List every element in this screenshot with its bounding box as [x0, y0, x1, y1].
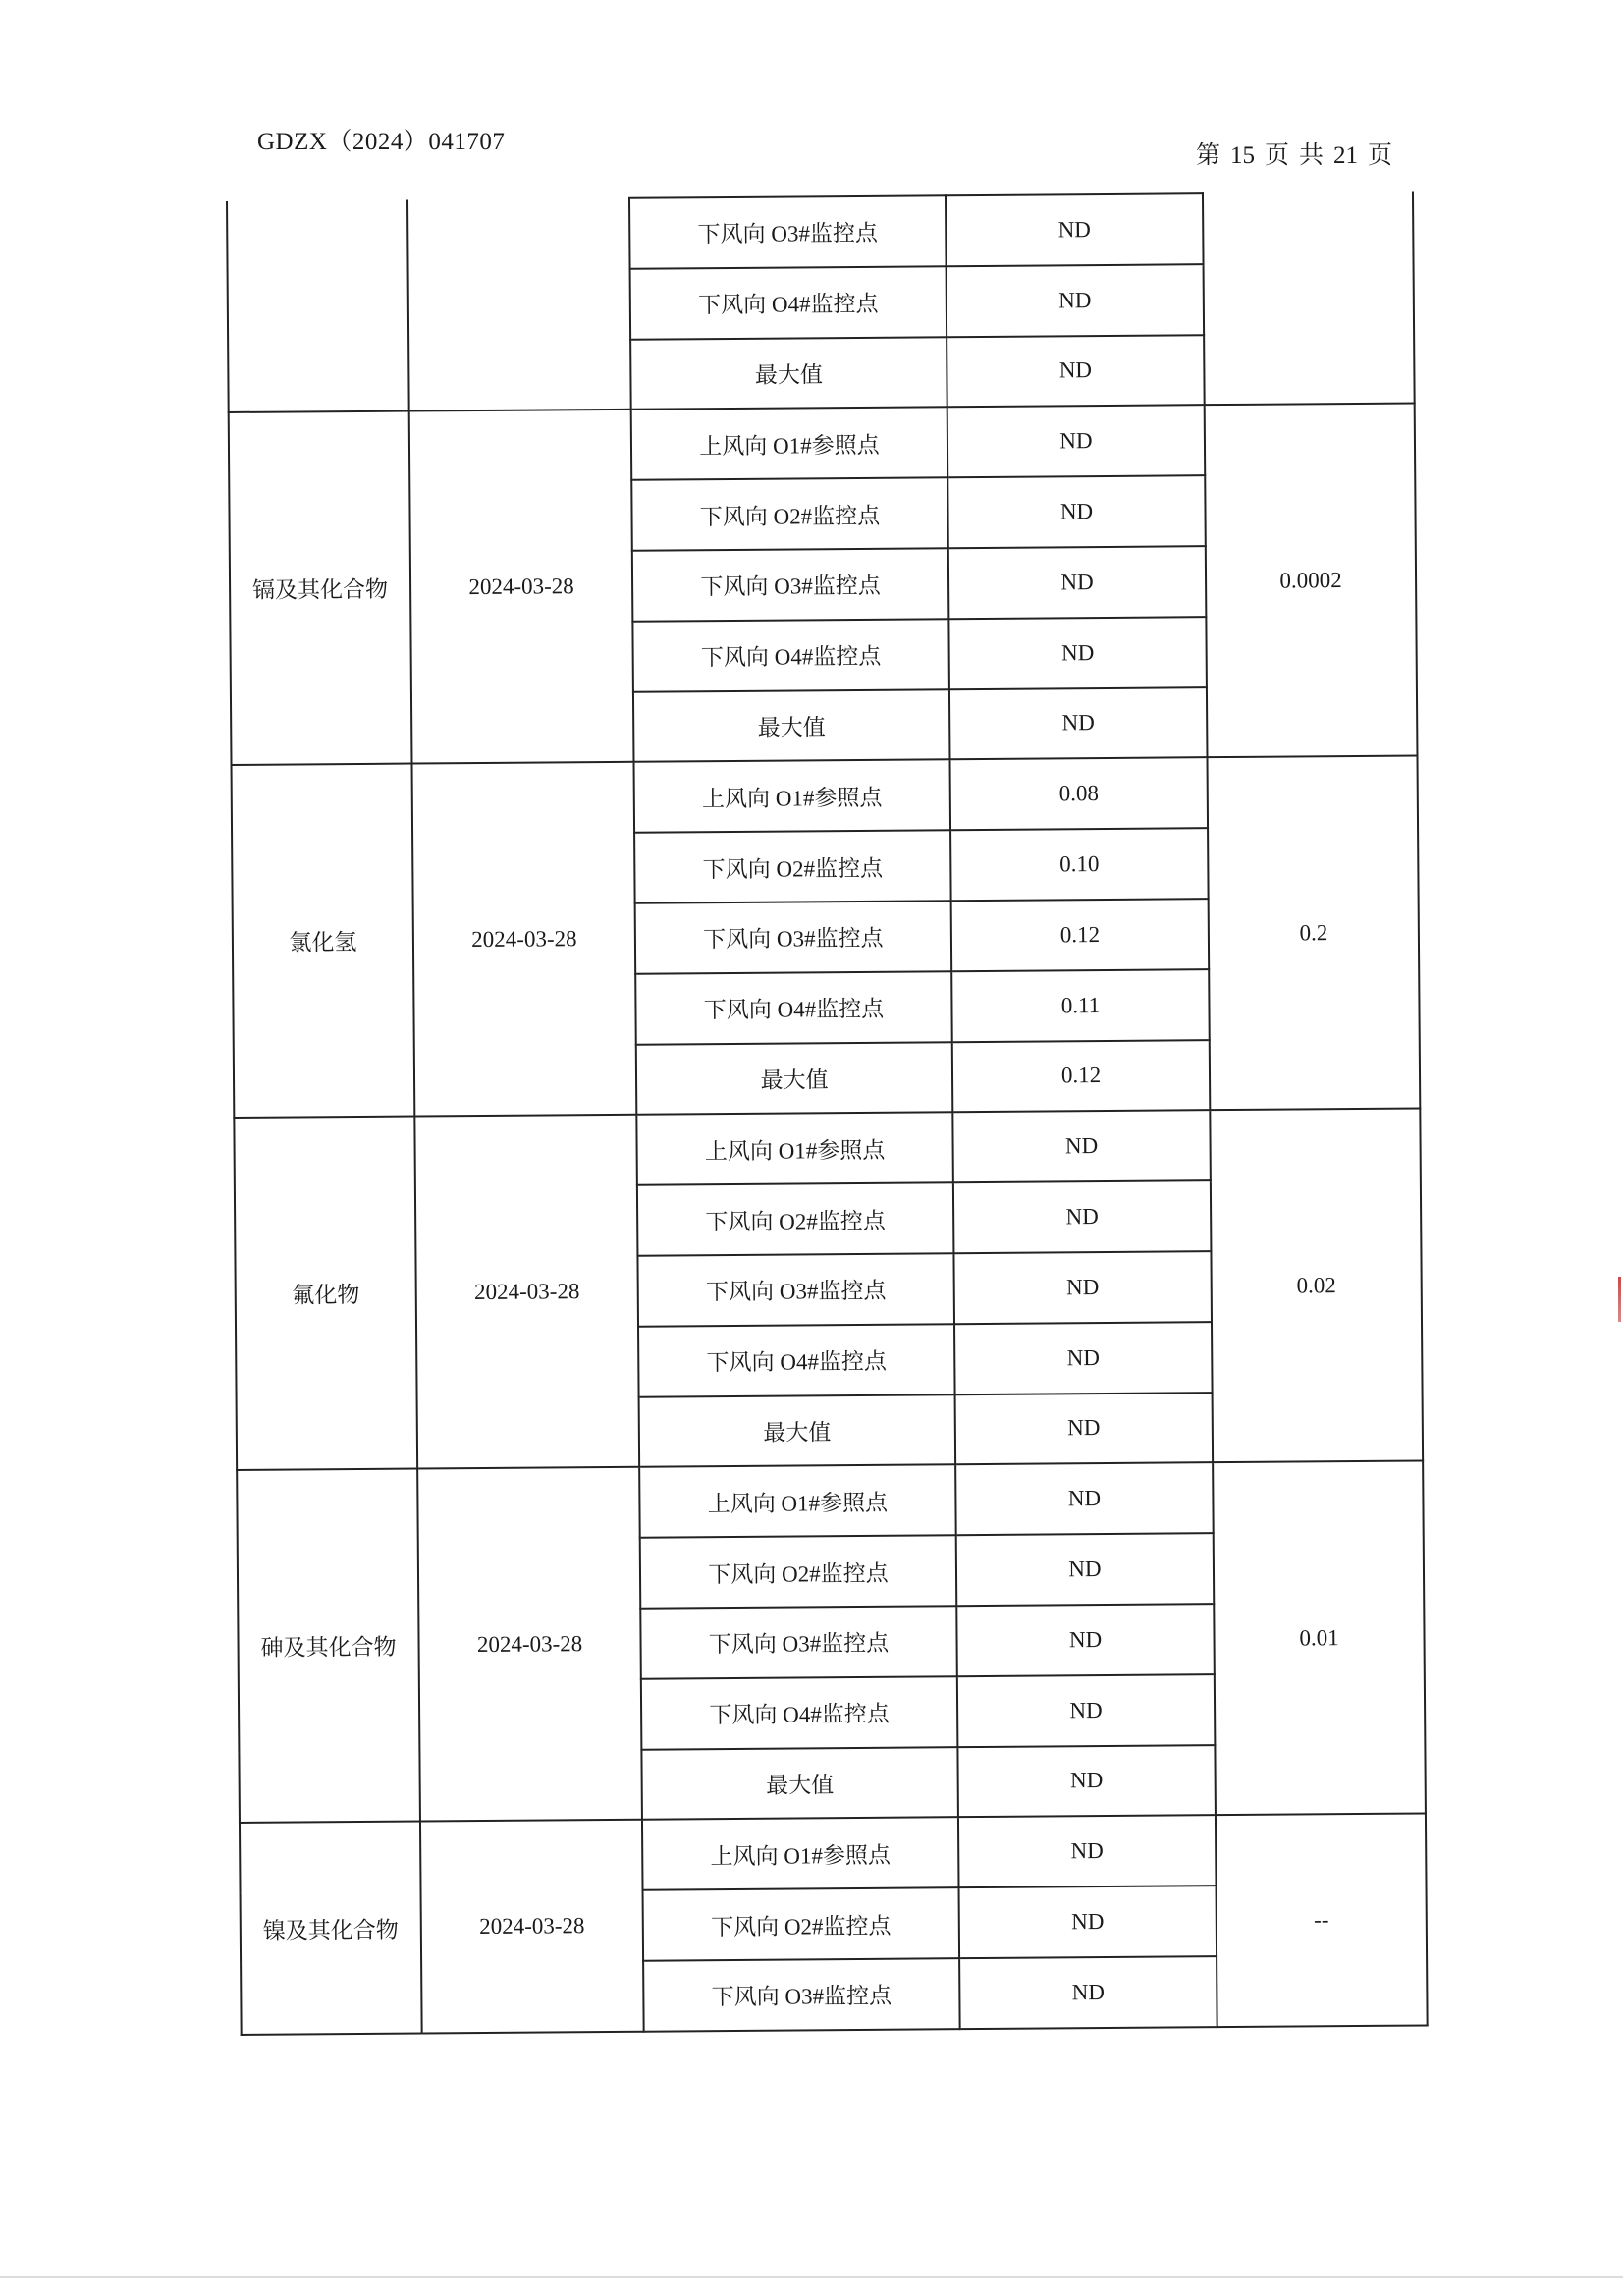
item-name-cell: 镍及其化合物 — [240, 1822, 422, 2035]
page-current: 15 — [1229, 142, 1255, 169]
value-cell: 0.08 — [949, 758, 1208, 831]
table-row — [234, 1109, 1421, 1188]
point-cell: 上风向 O1#参照点 — [634, 760, 951, 833]
value-cell: ND — [957, 1745, 1216, 1818]
limit-cell-continued — [1203, 192, 1415, 406]
value-cell: ND — [954, 1322, 1213, 1394]
item-cell-continued — [227, 200, 409, 413]
table-row — [232, 756, 1419, 836]
sample-date-cell: 2024-03-28 — [409, 410, 634, 764]
value-cell: ND — [947, 335, 1205, 408]
value-cell: ND — [957, 1674, 1216, 1747]
value-cell: 0.12 — [952, 1040, 1211, 1113]
value-cell: ND — [955, 1393, 1214, 1465]
value-cell: ND — [947, 264, 1205, 337]
item-name-cell: 氟化物 — [234, 1117, 417, 1470]
value-cell: ND — [946, 193, 1204, 266]
point-cell: 下风向 O4#监控点 — [635, 971, 952, 1044]
sample-date-cell: 2024-03-28 — [420, 1820, 644, 2033]
value-cell: ND — [948, 617, 1207, 689]
value-cell: ND — [956, 1604, 1215, 1676]
point-cell: 最大值 — [630, 337, 947, 410]
value-cell: ND — [956, 1533, 1215, 1606]
sample-date-cell: 2024-03-28 — [417, 1467, 642, 1822]
page-suffix: 页 — [1367, 142, 1392, 169]
report-number: GDZX（2024）041707 — [257, 129, 506, 155]
table-row — [237, 1461, 1424, 1541]
point-cell: 下风向 O4#监控点 — [641, 1676, 958, 1749]
value-cell: ND — [959, 1886, 1217, 1958]
point-cell: 下风向 O4#监控点 — [632, 619, 949, 691]
page-indicator — [1191, 136, 1397, 171]
point-cell: 最大值 — [633, 689, 950, 762]
page-word-1: 页 — [1264, 142, 1289, 169]
point-cell: 下风向 O2#监控点 — [643, 1887, 960, 1960]
value-cell: ND — [949, 687, 1208, 760]
item-name-cell: 砷及其化合物 — [237, 1469, 420, 1823]
point-cell: 下风向 O3#监控点 — [637, 1253, 954, 1326]
table-row — [229, 404, 1416, 483]
table-row — [240, 1814, 1427, 1893]
table-row — [227, 192, 1414, 272]
point-cell: 下风向 O2#监控点 — [634, 830, 951, 902]
value-cell: 0.11 — [951, 969, 1210, 1042]
limit-cell: -- — [1216, 1814, 1428, 2027]
point-cell: 下风向 O2#监控点 — [640, 1535, 957, 1608]
point-cell: 最大值 — [639, 1394, 956, 1467]
value-cell: 0.12 — [951, 899, 1210, 971]
date-cell-continued — [407, 198, 631, 411]
point-cell: 下风向 O3#监控点 — [643, 1958, 960, 2031]
point-cell: 下风向 O3#监控点 — [640, 1606, 957, 1678]
value-cell: ND — [955, 1462, 1214, 1535]
point-cell: 下风向 O3#监控点 — [635, 901, 952, 973]
limit-cell: 0.2 — [1207, 756, 1420, 1111]
point-cell: 下风向 O3#监控点 — [629, 195, 947, 268]
page-prefix: 第 — [1195, 142, 1220, 169]
sample-date-cell: 2024-03-28 — [414, 1115, 639, 1469]
page-total-word: 共 — [1298, 142, 1324, 169]
monitoring-results-table — [226, 191, 1429, 2035]
limit-cell: 0.01 — [1213, 1461, 1426, 1816]
scan-bottom-line — [0, 2276, 1623, 2278]
point-cell: 上风向 O1#参照点 — [636, 1113, 953, 1185]
value-cell: ND — [952, 1111, 1211, 1183]
point-cell: 下风向 O2#监控点 — [631, 477, 948, 550]
sample-date-cell: 2024-03-28 — [412, 762, 637, 1117]
value-cell: ND — [947, 406, 1206, 478]
point-cell: 上风向 O1#参照点 — [631, 408, 948, 480]
point-cell: 下风向 O4#监控点 — [630, 266, 947, 339]
point-cell: 上风向 O1#参照点 — [639, 1465, 956, 1538]
value-cell: 0.10 — [950, 828, 1209, 901]
limit-cell: 0.0002 — [1205, 404, 1418, 758]
point-cell: 下风向 O4#监控点 — [638, 1324, 955, 1396]
page-total: 21 — [1332, 142, 1358, 169]
value-cell: ND — [959, 1956, 1217, 2029]
point-cell: 下风向 O3#监控点 — [632, 548, 949, 621]
value-cell: ND — [953, 1180, 1212, 1253]
item-name-cell: 氯化氢 — [232, 764, 415, 1118]
point-cell: 最大值 — [641, 1747, 958, 1820]
value-cell: ND — [947, 475, 1206, 548]
seal-edge-mark — [1618, 1277, 1621, 1322]
value-cell: ND — [948, 546, 1207, 619]
value-cell: ND — [958, 1815, 1217, 1887]
point-cell: 下风向 O2#监控点 — [637, 1182, 954, 1255]
value-cell: ND — [953, 1251, 1212, 1324]
point-cell: 上风向 O1#参照点 — [642, 1818, 959, 1890]
limit-cell: 0.02 — [1210, 1109, 1423, 1463]
point-cell: 最大值 — [636, 1042, 953, 1115]
item-name-cell: 镉及其化合物 — [229, 411, 412, 765]
